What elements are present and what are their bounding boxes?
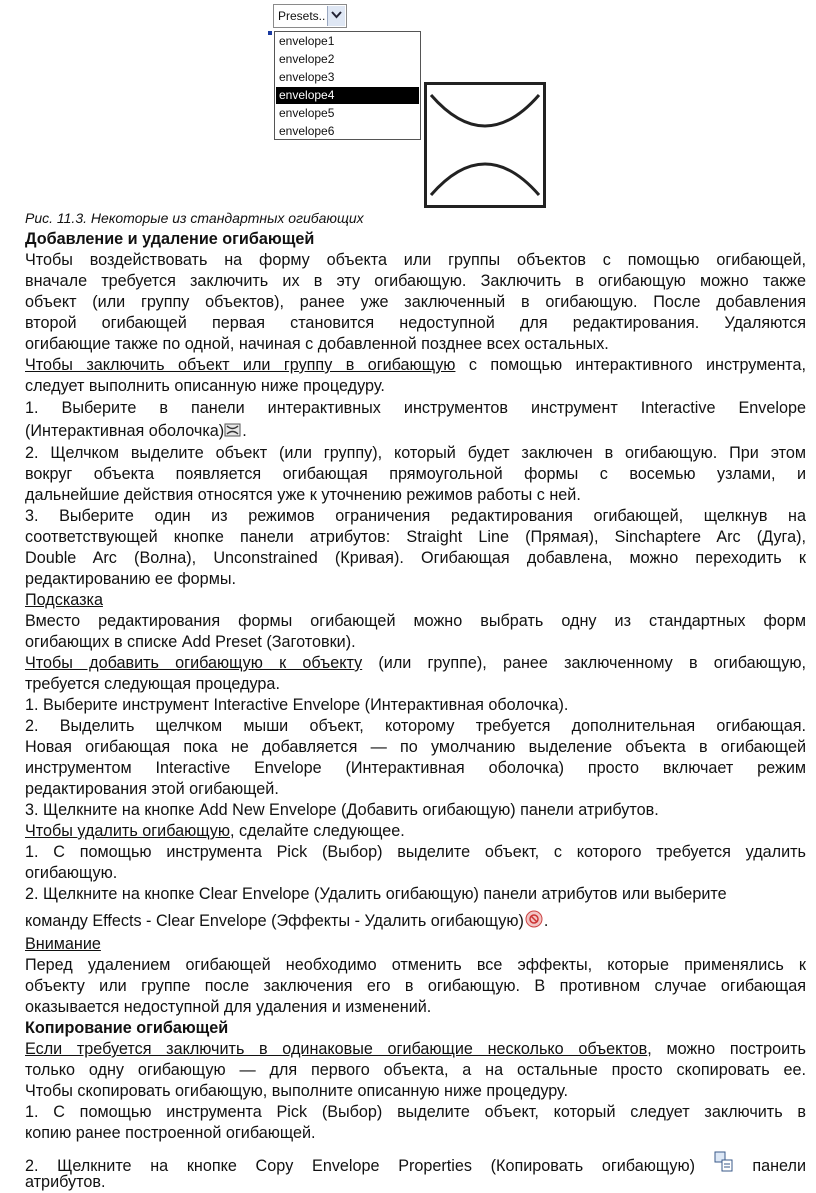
step-line: копию ранее построенной огибающей.: [25, 1124, 316, 1142]
paragraph-line: требуется следующая процедура.: [25, 675, 280, 693]
step-line: 1. С помощью инструмента Pick (Выбор) выделите объект, с которого требуется удалить: [25, 843, 806, 861]
step-line: 1. Выберите в панели интерактивных инструментов инструмент Interactive Envelope: [25, 399, 806, 417]
step-line: Double Arc (Волна), Unconstrained (Кривая). Огибающая добавлена, можно переходить к: [25, 549, 806, 567]
step-line: 1. Выберите инструмент Interactive Envelope (Интерактивная оболочка).: [25, 696, 569, 714]
paragraph-line: Чтобы удалить огибающую, сделайте следующее.: [25, 822, 405, 840]
list-item-selected[interactable]: envelope4: [276, 87, 419, 104]
paragraph-line: второй огибающей первая становится недоступной для редактирования. Удаляются: [25, 314, 806, 332]
list-item[interactable]: envelope6: [279, 124, 335, 138]
procedure-link[interactable]: Чтобы удалить огибающую: [25, 822, 230, 840]
paragraph-line: только одну огибающую — для первого объекта, а на остальные просто скопировать ее.: [25, 1061, 806, 1079]
list-item[interactable]: envelope1: [279, 34, 335, 48]
step-line: 3. Щелкните на кнопке Add New Envelope (Добавить огибающую) панели атрибутов.: [25, 801, 659, 819]
clear-envelope-icon: [524, 910, 544, 934]
warning-line: объекту или группе после заключения его в огибающую. В противном случае огибающая: [25, 977, 806, 995]
presets-label: Presets..: [278, 9, 326, 23]
paragraph-line: Если требуется заключить в одинаковые огибающие несколько объектов, можно построить: [25, 1040, 806, 1058]
step-line: инструментом Interactive Envelope (Интерактивная оболочка) просто включает режим: [25, 759, 806, 777]
paragraph-line: вначале требуется заключить их в эту огибающую. Заключить в огибающую можно также: [25, 272, 806, 290]
warning-line: Перед удалением огибающей необходимо отменить все эффекты, которые применялись к: [25, 956, 806, 974]
paragraph-line: Чтобы добавить огибающую к объекту (или группе), ранее заключенному в огибающую,: [25, 654, 806, 672]
step-line: вокруг объекта появляется огибающая прямоугольной формы с восемью узлами, и: [25, 465, 806, 483]
hint-line: Вместо редактирования формы огибающей можно выбрать одну из стандартных форм: [25, 612, 806, 630]
paragraph-line: объект (или группу объектов), ранее уже заключенный в огибающую. После добавления: [25, 293, 806, 311]
list-item[interactable]: envelope5: [279, 106, 335, 120]
step-line: команду Effects - Clear Envelope (Эффекты - Удалить огибающую) .: [25, 910, 806, 931]
step-line: редактирования этой огибающей.: [25, 780, 279, 798]
warning-label: Внимание: [25, 935, 101, 953]
warning-line: оказывается недоступной для удаления и изменений.: [25, 998, 432, 1016]
step-line: редактированию ее формы.: [25, 570, 236, 588]
step-line: 2. Щелчком выделите объект (или группу), который будет заключен в огибающую. При этом: [25, 444, 806, 462]
selection-marker: [268, 31, 272, 35]
procedure-link[interactable]: Чтобы заключить объект или группу в огибающую: [25, 356, 456, 374]
step-line: Новая огибающая пока не добавляется — по умолчанию выделение объекта в огибающей: [25, 738, 806, 756]
step-line: 2. Щелкните на кнопке Clear Envelope (Удалить огибающую) панели атрибутов или выберите: [25, 885, 727, 903]
step-line: 2. Выделить щелчком мыши объект, которому требуется дополнительная огибающая.: [25, 717, 806, 735]
step-line: 3. Выберите один из режимов ограничения редактирования огибающей, щелкнув на: [25, 507, 806, 525]
list-item[interactable]: envelope2: [279, 52, 335, 66]
section-heading: Добавление и удаление огибающей: [25, 230, 315, 248]
paragraph-line: следует выполнить описанную ниже процедуру.: [25, 377, 385, 395]
section-heading: Копирование огибающей: [25, 1019, 229, 1037]
envelope-preview: [424, 82, 546, 208]
list-item[interactable]: envelope3: [279, 70, 335, 84]
chevron-down-icon[interactable]: [327, 6, 345, 26]
step-line: атрибутов.: [25, 1173, 106, 1191]
interactive-envelope-icon: [224, 422, 242, 444]
step-line: огибающую.: [25, 864, 118, 882]
hint-line: огибающих в списке Add Preset (Заготовки).: [25, 633, 356, 651]
step-line: (Интерактивная оболочка) .: [25, 421, 806, 442]
envelope-preset-list[interactable]: [274, 31, 421, 140]
step-line: соответствующей кнопке панели атрибутов: Straight Line (Прямая), Sinchaptere Arc (Дуга),: [25, 528, 806, 546]
paragraph-line: Чтобы воздействовать на форму объекта или группы объектов с помощью огибающей,: [25, 251, 806, 269]
step-line: 2. Щелкните на кнопке Copy Envelope Properties (Копировать огибающую) панели: [25, 1151, 806, 1172]
procedure-link[interactable]: Если требуется заключить в одинаковые огибающие несколько объектов: [25, 1040, 648, 1058]
paragraph-line: Чтобы заключить объект или группу в огибающую с помощью интерактивного инструмента,: [25, 356, 806, 374]
step-line: дальнейшие действия относятся уже к уточнению режимов работы с ней.: [25, 486, 581, 504]
step-line: 1. С помощью инструмента Pick (Выбор) выделите объект, который следует заключить в: [25, 1103, 806, 1121]
hint-label: Подсказка: [25, 591, 103, 609]
paragraph-line: огибающие также по одной, начиная с добавленной позднее всех остальных.: [25, 335, 609, 353]
presets-dropdown[interactable]: [273, 4, 347, 28]
procedure-link[interactable]: Чтобы добавить огибающую к объекту: [25, 654, 363, 672]
paragraph-line: Чтобы скопировать огибающую, выполните описанную ниже процедуру.: [25, 1082, 569, 1100]
figure-caption: Рис. 11.3. Некоторые из стандартных огибающих: [25, 210, 364, 226]
